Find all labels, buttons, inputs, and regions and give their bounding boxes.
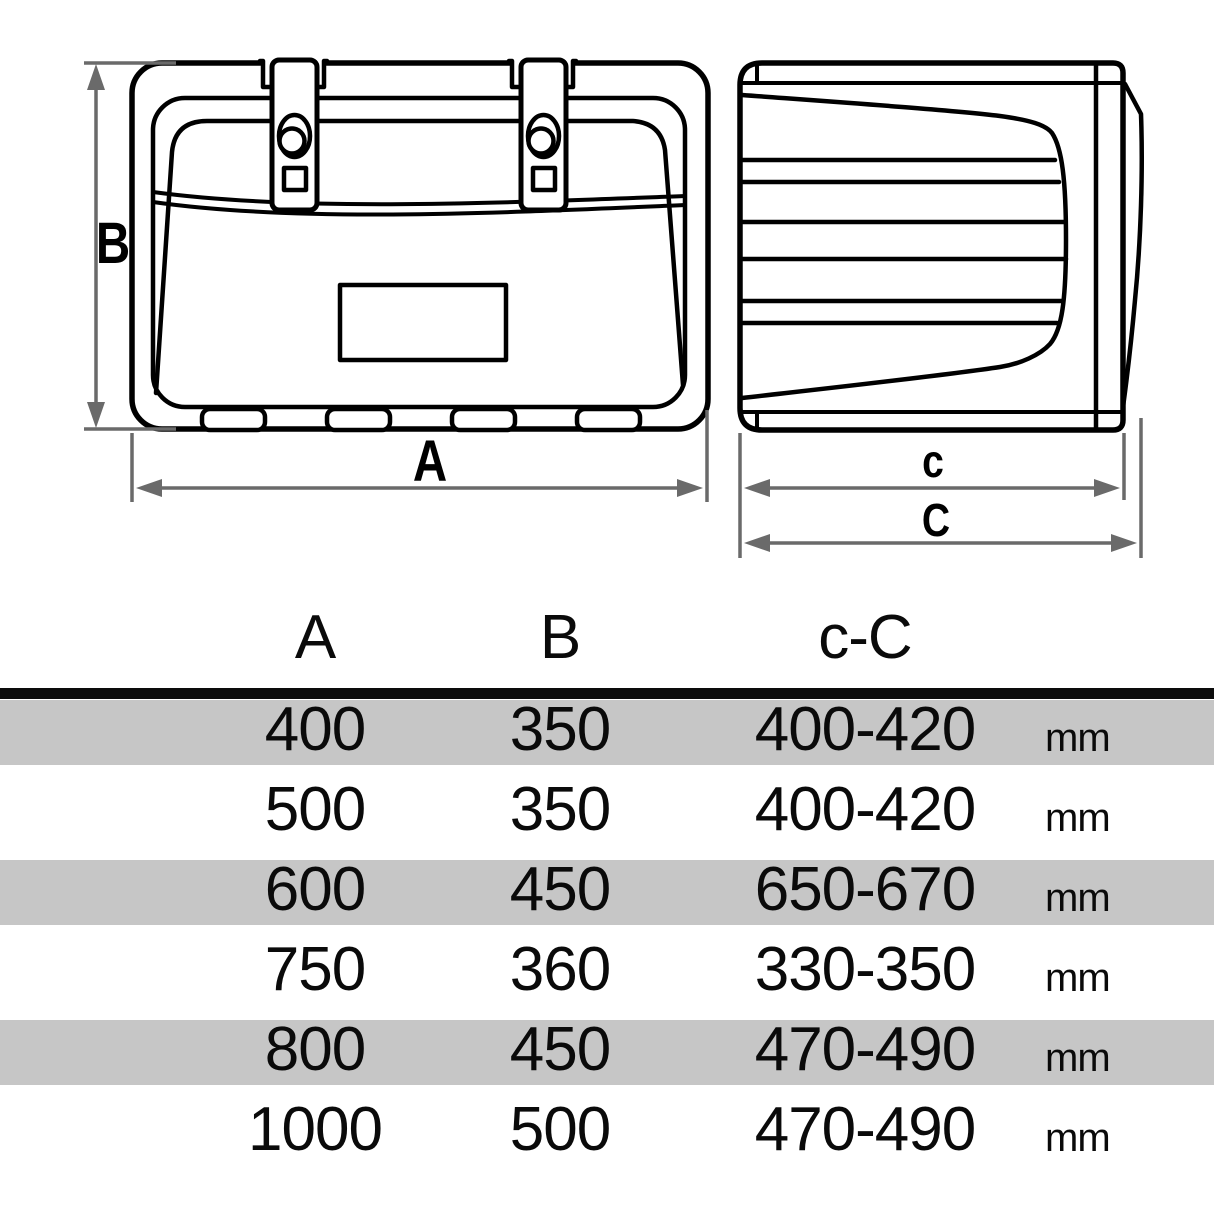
cell-b: 360 <box>509 935 611 1004</box>
dimension-diagram <box>0 0 1214 582</box>
cell-a: 500 <box>264 775 366 844</box>
table-row <box>0 930 1214 1010</box>
strap-right <box>521 60 566 210</box>
dimension-label-C: C <box>921 495 951 547</box>
cell-b: 350 <box>509 695 611 764</box>
table-header-row <box>0 588 1214 688</box>
strap-right-slot <box>533 168 555 190</box>
cell-cC: 330-350 <box>754 935 976 1004</box>
table-row <box>0 770 1214 850</box>
dimension-label-B: B <box>95 211 131 277</box>
cell-unit: mm <box>1045 956 1110 1000</box>
strap-left <box>272 60 317 210</box>
cell-unit: mm <box>1045 716 1110 760</box>
toolbox-front-view <box>132 57 708 430</box>
cell-cC: 470-490 <box>754 1015 976 1084</box>
table-row <box>0 1010 1214 1090</box>
header-A: A <box>294 603 336 672</box>
table-row <box>0 690 1214 770</box>
side-lid-flap <box>1123 84 1142 407</box>
dimension-label-c: c <box>922 436 944 488</box>
front-outer-outline <box>132 63 708 429</box>
header-B: B <box>539 603 581 672</box>
toolbox-side-view <box>740 63 1142 430</box>
cell-a: 600 <box>264 855 366 924</box>
cell-a: 400 <box>264 695 366 764</box>
cell-unit: mm <box>1045 796 1110 840</box>
table-row <box>0 850 1214 930</box>
cell-b: 450 <box>509 1015 611 1084</box>
cell-b: 350 <box>509 775 611 844</box>
strap-left-slot <box>284 168 306 190</box>
cell-a: 750 <box>264 935 366 1004</box>
header-cC: c-C <box>818 603 912 672</box>
cell-unit: mm <box>1045 1116 1110 1160</box>
cell-cC: 400-420 <box>754 695 976 764</box>
cell-unit: mm <box>1045 876 1110 920</box>
table-row <box>0 1090 1214 1170</box>
cell-cC: 400-420 <box>754 775 976 844</box>
cell-unit: mm <box>1045 1036 1110 1080</box>
cell-a: 1000 <box>248 1095 382 1164</box>
label-plate <box>340 285 506 360</box>
cell-b: 500 <box>509 1095 611 1164</box>
cell-cC: 650-670 <box>754 855 976 924</box>
cell-b: 450 <box>509 855 611 924</box>
cell-a: 800 <box>264 1015 366 1084</box>
dimension-label-A: A <box>412 429 448 495</box>
cell-cC: 470-490 <box>754 1095 976 1164</box>
